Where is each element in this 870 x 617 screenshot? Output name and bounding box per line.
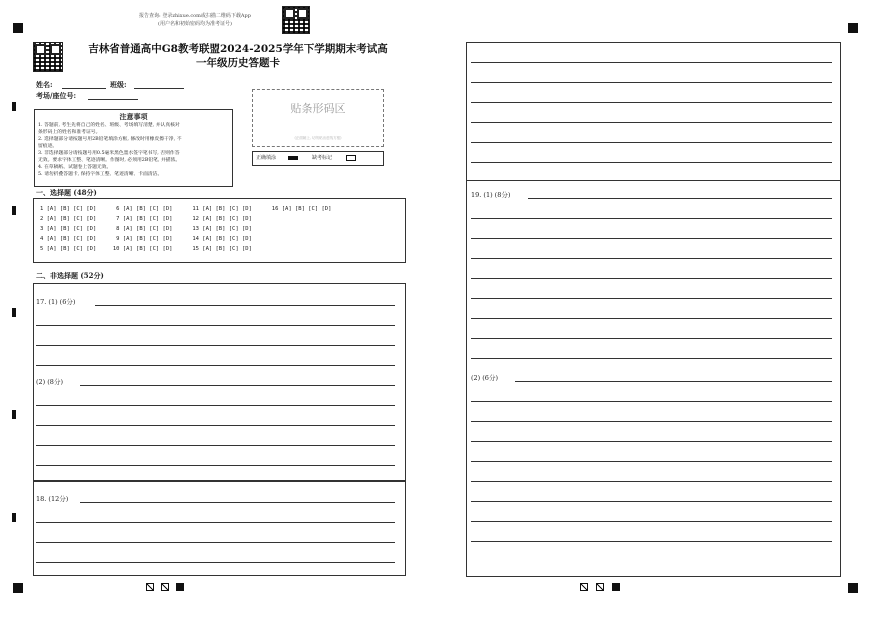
correct-fill-sample (288, 156, 298, 160)
notice-item: 1. 答题前, 考生先将自己的姓名、班级、考场填写清楚, 并认真核对 (38, 123, 180, 128)
answer-line (471, 441, 832, 442)
notice-item: 3. 非选择题部分请按题号用0.5毫米黑色墨水签字笔书写, 否则作答 (38, 151, 180, 156)
page-id-mark (596, 583, 604, 591)
name-field[interactable] (62, 88, 106, 89)
timing-mark (12, 102, 16, 111)
answer-line (471, 401, 832, 402)
notice-title: 注意事项 (119, 112, 148, 121)
answer-line (36, 542, 395, 543)
notice-box (34, 109, 233, 187)
q17-part2-label: (2) (8分) (36, 378, 63, 386)
q17-answer-box[interactable] (33, 283, 406, 481)
room-seat-label: 考场/座位号: (36, 91, 77, 100)
choice-row[interactable]: 5 [A] [B] [C] [D] 10 [A] [B] [C] [D] 15 [A] [B] [C] [D] (40, 246, 252, 252)
name-label: 姓名: (36, 80, 53, 89)
room-seat-field[interactable] (88, 99, 138, 100)
answer-line (36, 405, 395, 406)
app-qr-code (282, 6, 310, 34)
q17-part1-label: 17. (1) (6分) (36, 298, 76, 306)
q19-answer-box[interactable] (466, 180, 841, 577)
timing-mark (12, 206, 16, 215)
correct-fill-label: 正确填涂 (256, 155, 277, 161)
corner-mark (848, 23, 858, 33)
answer-line (471, 541, 832, 542)
barcode-title: 贴条形码区 (290, 102, 346, 115)
page-id-mark (612, 583, 620, 591)
answer-line (471, 62, 832, 63)
answer-line (471, 238, 832, 239)
answer-line (80, 502, 395, 503)
page-id-mark (580, 583, 588, 591)
notice-item: 2. 选择题部分请按题号用2B铅笔填涂方框, 修改时用橡皮擦干净, 不 (38, 137, 182, 142)
answer-line (36, 325, 395, 326)
answer-line (471, 82, 832, 83)
page-id-mark (146, 583, 154, 591)
absent-mark-label: 缺考标记 (312, 155, 333, 161)
notice-item: 条形码上的姓名和准考证号。 (38, 130, 101, 135)
answer-line (471, 481, 832, 482)
answer-line (471, 278, 832, 279)
timing-mark (12, 410, 16, 419)
page-title-line2: 一年级历史答题卡 (196, 57, 280, 69)
choice-row[interactable]: 2 [A] [B] [C] [D] 7 [A] [B] [C] [D] 12 [A] [B] [C] [D] (40, 216, 252, 222)
q18-label: 18. (12分) (36, 495, 69, 503)
answer-line (95, 305, 395, 306)
answer-line (36, 345, 395, 346)
answer-line (80, 385, 395, 386)
page-id-mark (176, 583, 184, 591)
class-label: 班级: (110, 80, 127, 89)
answer-line (471, 421, 832, 422)
choice-row[interactable]: 3 [A] [B] [C] [D] 8 [A] [B] [C] [D] 13 [A] [B] [C] [D] (40, 226, 252, 232)
download-subtext: (用户名和初始密码均为准考证号) (158, 21, 232, 27)
answer-line (471, 521, 832, 522)
section-nonchoice-title: 二、非选择题 (52分) (36, 271, 104, 280)
answer-line (471, 218, 832, 219)
page-id-mark (161, 583, 169, 591)
notice-item: 5. 请勿折叠答题卡, 保持字体工整、笔迹清晰、卡面清洁。 (38, 172, 163, 177)
notice-item: 4. 在草稿纸、试题卷上答题无效。 (38, 165, 112, 170)
corner-mark (13, 583, 23, 593)
answer-line (36, 562, 395, 563)
answer-line (471, 102, 832, 103)
answer-line (471, 338, 832, 339)
timing-mark (12, 308, 16, 317)
answer-line (471, 501, 832, 502)
answer-line (471, 358, 832, 359)
answer-line (36, 465, 395, 466)
answer-line (528, 198, 832, 199)
timing-mark (12, 513, 16, 522)
answer-line (471, 122, 832, 123)
answer-line (471, 258, 832, 259)
barcode-hint: (正面朝上, 切勿贴出虚线方框) (294, 136, 342, 140)
answer-line (471, 142, 832, 143)
report-qr-code (33, 42, 63, 72)
q19-part2-label: (2) (6分) (471, 374, 498, 382)
answer-line (36, 425, 395, 426)
answer-line (36, 445, 395, 446)
notice-item: 无效。要求字体工整、笔迹清晰。作图时, 必须用2B铅笔, 并描浓。 (38, 158, 181, 163)
answer-line (471, 461, 832, 462)
answer-line (471, 162, 832, 163)
absent-mark-box[interactable] (346, 155, 356, 161)
page-title-line1: 吉林省普通高中G8教考联盟2024-2025学年下学期期末考试高 (88, 43, 388, 55)
choice-row[interactable]: 1 [A] [B] [C] [D] 6 [A] [B] [C] [D] 11 [A] [B] [C] [D] 16 [A] [B] [C] [D] (40, 206, 332, 212)
answer-line (471, 318, 832, 319)
fill-legend (252, 151, 384, 166)
answer-line (36, 365, 395, 366)
corner-mark (13, 23, 23, 33)
class-field[interactable] (134, 88, 184, 89)
choice-row[interactable]: 4 [A] [B] [C] [D] 9 [A] [B] [C] [D] 14 [A] [B] [C] [D] (40, 236, 252, 242)
corner-mark (848, 583, 858, 593)
q19-part1-label: 19. (1) (8分) (471, 191, 511, 199)
barcode-area[interactable] (252, 89, 384, 147)
notice-item: 留痕迹。 (38, 144, 58, 149)
answer-line (36, 522, 395, 523)
download-text: 报告查询: 登录zhixue.com或扫描二维码下载App (139, 13, 251, 19)
section-choice-title: 一、选择题 (48分) (36, 188, 97, 197)
answer-line (471, 298, 832, 299)
answer-line (515, 381, 832, 382)
